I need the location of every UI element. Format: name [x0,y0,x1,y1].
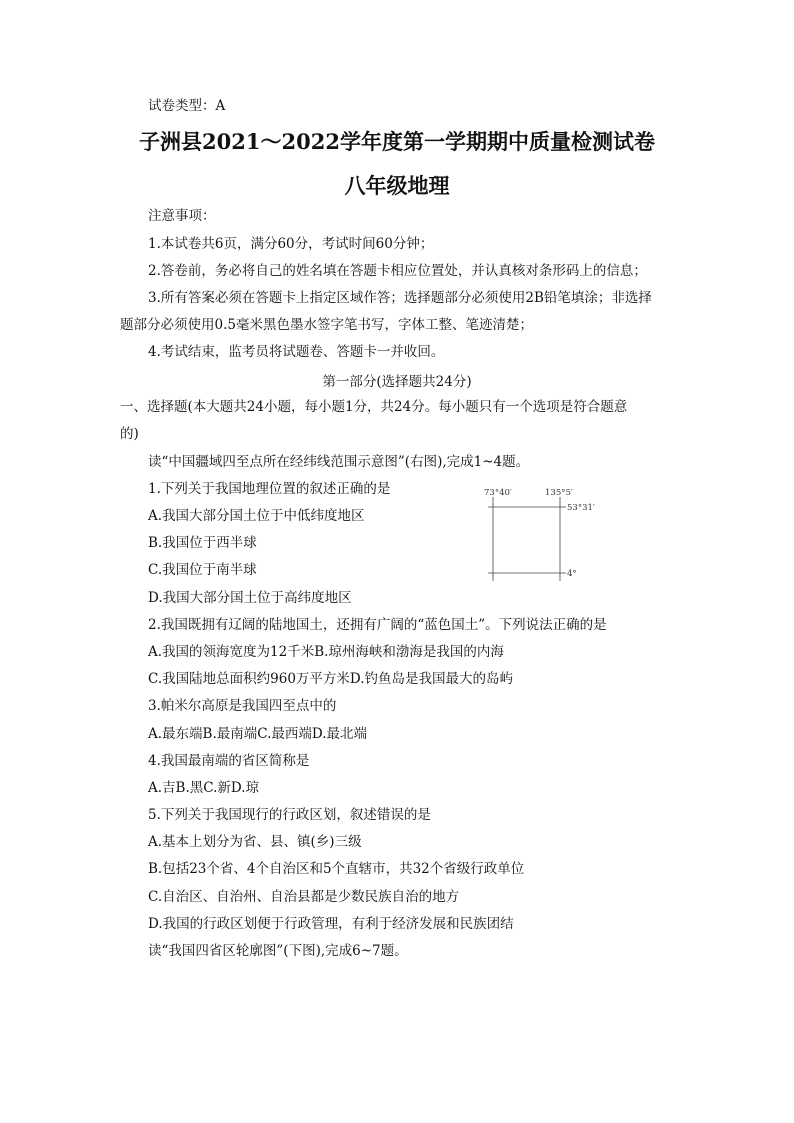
reading-prompt-1: 读“中国疆域四至点所在经纬线范围示意图”(右图),完成1~4题。 [148,454,530,470]
question-4: 4.我国最南端的省区简称是 [148,753,310,769]
question-5-option-d: D.我国的行政区划便于行政管理，有利于经济发展和民族团结 [148,916,514,932]
paper-type: 试卷类型：A [148,98,226,114]
question-1-option-b: B.我国位于西半球 [148,535,257,551]
question-5: 5.下列关于我国现行的行政区划，叙述错误的是 [148,807,431,823]
question-1-option-a: A.我国大部分国土位于中低纬度地区 [148,508,365,524]
question-2: 2.我国既拥有辽阔的陆地国土，还拥有广阔的“蓝色国土”。下列说法正确的是 [148,617,607,633]
note-item-4: 4.考试结束，监考员将试题卷、答题卡一并收回。 [148,344,445,360]
note-item-1: 1.本试卷共6页，满分60分，考试时间60分钟； [148,236,434,252]
question-4-options: A.吉B.黑C.新D.琼 [148,780,260,796]
latitude-longitude-figure [478,485,608,585]
lat-south-label: 4° [567,569,577,579]
lon-east-label: 135°5′ [545,488,573,498]
note-item-2: 2.答卷前，务必将自己的姓名填在答题卡相应位置处，并认真核对条形码上的信息； [148,263,647,279]
section-instructions-line-2: 的) [120,426,139,442]
exam-title: 子洲县2021～2022学年度第一学期期中质量检测试卷 [139,129,655,154]
part1-heading: 第一部分(选择题共24分) [322,374,472,390]
question-5-option-a: A.基本上划分为省、县、镇(乡)三级 [148,834,362,850]
question-5-option-c: C.自治区、自治州、自治县都是少数民族自治的地方 [148,889,460,905]
question-3: 3.帕米尔高原是我国四至点中的 [148,698,337,714]
section-instructions-line-1: 一、选择题(本大题共24小题，每小题1分，共24分。每小题只有一个选项是符合题意 [120,399,628,415]
note-item-3-line-1: 3.所有答案必须在答题卡上指定区域作答；选择题部分必须使用2B铅笔填涂；非选择 [148,290,652,306]
exam-subtitle: 八年级地理 [344,173,450,198]
question-1-option-d: D.我国大部分国土位于高纬度地区 [148,590,352,606]
lon-west-label: 73°40′ [484,488,512,498]
question-2-options-ab: A.我国的领海宽度为12千米B.琼州海峡和渤海是我国的内海 [148,644,504,660]
question-5-option-b: B.包括23个省、4个自治区和5个直辖市，共32个省级行政单位 [148,861,525,877]
question-2-options-cd: C.我国陆地总面积约960万平方米D.钓鱼岛是我国最大的岛屿 [148,671,514,687]
note-item-3-line-2: 题部分必须使用0.5毫米黑色墨水签字笔书写，字体工整、笔迹清楚； [120,317,533,333]
question-3-options: A.最东端B.最南端C.最西端D.最北端 [148,726,368,742]
question-1: 1.下列关于我国地理位置的叙述正确的是 [148,481,391,497]
question-1-option-c: C.我国位于南半球 [148,562,257,578]
notes-heading: 注意事项： [148,208,216,224]
reading-prompt-2: 读“我国四省区轮廓图”(下图),完成6~7题。 [148,943,408,959]
lat-north-label: 53°31′ [567,503,595,513]
